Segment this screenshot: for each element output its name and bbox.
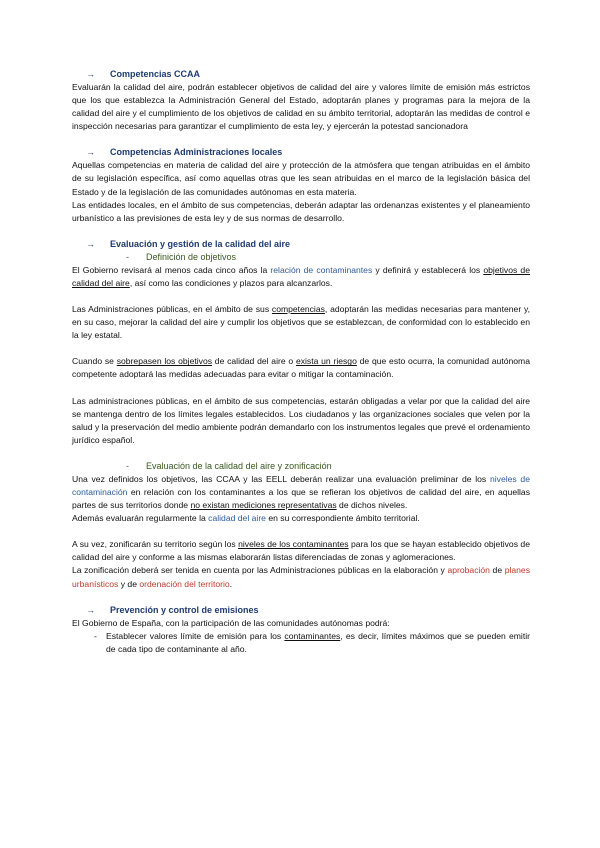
arrow-icon: →	[86, 69, 95, 79]
subheading-definicion-objetivos: - Definición de objetivos	[126, 251, 237, 262]
subheading-evaluacion-zonificacion: - Evaluación de la calidad del aire y zonificación	[126, 460, 332, 471]
document-page	[72, 68, 530, 656]
heading-competencias-locales: → Competencias Administraciones locales	[72, 146, 530, 159]
paragraph-ccaa: Evaluarán la calidad del aire, podrán establecer objetivos de calidad del aire y valores límite de emisión más estrictos que los que establezca la Administración General del Estado, adoptarán planes y programas para la mejora de la calidad del aire y el cumplimiento de los objetivos de calidad en su ámbito territorial, adoptarán las medidas de control e inspección necesarias para garantizar el cumplimiento de esta ley, y ejercerán la potestad sancionadora	[72, 82, 530, 132]
paragraph-prevencion-intro: El Gobierno de España, con la participación de las comunidades autónomas podrá:	[72, 617, 390, 628]
arrow-icon: →	[86, 238, 95, 249]
arrow-icon: →	[86, 147, 95, 158]
paragraph-eval-8: La zonificación deberá ser tenida en cuenta por las Administraciones públicas en la elaboración y aprobación de planes urbanísticos y de ordenación del territorio.	[72, 565, 531, 589]
paragraph-eval-1: El Gobierno revisará al menos cada cinco años la relación de contaminantes y definirá y establecerá los objetivos de calidad del aire, así como las condiciones y plazos para alcanzarlos.	[72, 264, 530, 288]
dash-icon: -	[126, 460, 129, 471]
paragraph-eval-4: Las administraciones públicas, en el ámbito de sus competencias, estarán obligadas a velar por que la calidad del aire se mantenga dentro de los límites legales establecidos. Los ciudadanos y las organizaciones sociales que velen por la salud y la preservación del medio ambiente podrán demandarlo con los instrumentos legales que prevé el ordenamiento jurídico español.	[72, 395, 530, 445]
prevencion-list	[72, 630, 530, 656]
dash-icon: -	[126, 251, 129, 262]
heading-evaluacion: → Evaluación y gestión de la calidad del aire	[72, 238, 530, 251]
list-item: - Establecer valores límite de emisión para los contaminantes, es decir, límites máximos que se pueden emitir de cada tipo de contaminante al año.	[94, 630, 530, 656]
paragraph-eval-5: Una vez definidos los objetivos, las CCAA y las EELL deberán realizar una evaluación preliminar de los niveles de contaminación en relación con los contaminantes a los que se refieran los objetivos de calidad del aire, en aquellas partes de sus territorios donde no existan mediciones representativas de dichos niveles.	[72, 473, 530, 511]
paragraph-locales-1: Aquellas competencias en materia de calidad del aire y protección de la atmósfera que tengan atribuidas en el ámbito de su legislación específica, así como aquellas otras que les sean atribuidas en el marco de la legislación básica del Estado y de la legislación de las comunidades autónomas en esta materia.	[72, 160, 530, 197]
paragraph-eval-2: Las Administraciones públicas, en el ámbito de sus competencias, adoptarán las medidas necesarias para mantener y, en su caso, mejorar la calidad del aire y cumplir los objetivos que se establezcan, de conformidad con lo establecido en la ley estatal.	[72, 304, 530, 341]
paragraph-eval-7: A su vez, zonificarán su territorio según los niveles de los contaminantes para los que se hayan establecido objetivos de calidad del aire y conforme a las mismas elaborarán listas diferenciadas de zonas y aglomeraciones.	[72, 539, 530, 563]
paragraph-locales-2: Las entidades locales, en el ámbito de sus competencias, deberán adaptar las ordenanzas existentes y el planeamiento urbanístico a las previsiones de esta ley y de sus normas de desarrollo.	[72, 199, 530, 223]
paragraph-eval-3: Cuando se sobrepasen los objetivos de calidad del aire o exista un riesgo de que esto ocurra, la comunidad autónoma competente adoptará las medidas adecuadas para evitar o mitigar la contaminación.	[72, 356, 530, 380]
heading-competencias-ccaa: → Competencias CCAA	[72, 68, 530, 81]
heading-prevencion: → Prevención y control de emisiones	[72, 604, 530, 617]
arrow-icon: →	[86, 604, 95, 615]
paragraph-eval-6: Además evaluarán regularmente la calidad del aire en su correspondiente ámbito territorial.	[72, 513, 420, 524]
